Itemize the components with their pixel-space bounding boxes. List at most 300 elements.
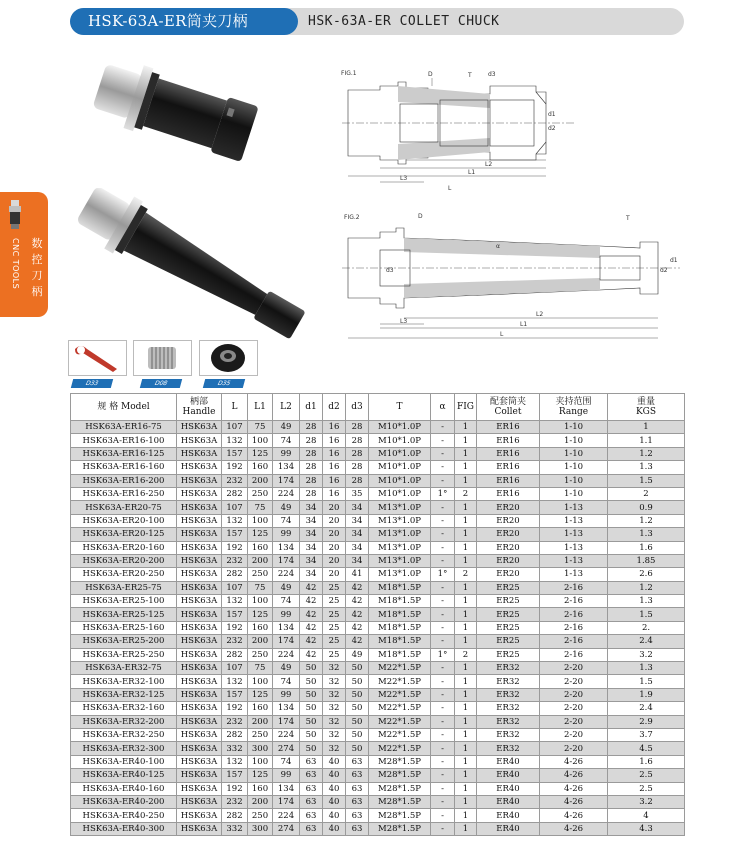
table-cell: HSK63A-ER40-160	[71, 782, 177, 795]
table-cell: HSK63A	[177, 621, 222, 634]
table-cell: -	[431, 782, 455, 795]
column-header-sublabel: Collet	[494, 407, 522, 417]
table-cell: -	[431, 528, 455, 541]
table-cell: HSK63A-ER20-75	[71, 501, 177, 514]
fig2-dim-L3: L3	[400, 318, 408, 325]
table-cell: 200	[248, 635, 273, 648]
table-cell: 300	[248, 822, 273, 835]
table-cell: 274	[273, 742, 300, 755]
table-cell: HSK63A	[177, 595, 222, 608]
table-cell: M18*1.5P	[369, 595, 431, 608]
table-row	[71, 822, 685, 835]
table-cell: 63	[300, 755, 323, 768]
table-cell: HSK63A	[177, 755, 222, 768]
table-cell: ER16	[477, 447, 540, 460]
table-cell: ER16	[477, 421, 540, 434]
table-cell: 63	[346, 809, 369, 822]
table-cell: HSK63A-ER32-125	[71, 688, 177, 701]
table-cell: 63	[346, 769, 369, 782]
table-cell: -	[431, 461, 455, 474]
table-cell: -	[431, 554, 455, 567]
table-cell: ER32	[477, 742, 540, 755]
table-cell: 2.4	[608, 702, 685, 715]
table-row	[71, 809, 685, 822]
table-cell: 50	[346, 702, 369, 715]
table-cell: 157	[222, 447, 248, 460]
table-cell: 28	[300, 487, 323, 500]
table-cell: 282	[222, 809, 248, 822]
table-cell: HSK63A	[177, 421, 222, 434]
table-cell: 42	[346, 608, 369, 621]
table-cell: 2-16	[540, 608, 608, 621]
table-cell: ER16	[477, 487, 540, 500]
table-cell: 1.3	[608, 528, 685, 541]
table-cell: 99	[273, 528, 300, 541]
table-row	[71, 688, 685, 701]
table-cell: M13*1.0P	[369, 554, 431, 567]
table-cell: HSK63A	[177, 514, 222, 527]
table-cell: 1	[455, 782, 477, 795]
table-row	[71, 715, 685, 728]
table-cell: 63	[300, 822, 323, 835]
table-cell: HSK63A-ER16-250	[71, 487, 177, 500]
table-cell: HSK63A-ER25-75	[71, 581, 177, 594]
table-cell: HSK63A-ER25-125	[71, 608, 177, 621]
column-header	[608, 394, 685, 421]
table-cell: 28	[300, 434, 323, 447]
table-cell: 41	[346, 568, 369, 581]
table-cell: -	[431, 702, 455, 715]
table-cell: HSK63A	[177, 822, 222, 835]
table-cell: 16	[323, 421, 346, 434]
product-photo-short	[84, 55, 269, 180]
table-cell: 35	[346, 487, 369, 500]
table-cell: 157	[222, 769, 248, 782]
table-cell: 1-13	[540, 514, 608, 527]
table-cell: M10*1.0P	[369, 487, 431, 500]
table-cell: 74	[273, 434, 300, 447]
table-cell: 224	[273, 809, 300, 822]
table-cell: 232	[222, 715, 248, 728]
table-cell: HSK63A	[177, 782, 222, 795]
column-header	[177, 394, 222, 421]
table-cell: HSK63A-ER25-160	[71, 621, 177, 634]
table-cell: HSK63A	[177, 742, 222, 755]
table-cell: 2-16	[540, 581, 608, 594]
table-cell: 28	[346, 434, 369, 447]
table-cell: HSK63A-ER20-100	[71, 514, 177, 527]
table-cell: 25	[323, 648, 346, 661]
table-cell: 250	[248, 728, 273, 741]
table-cell: 2	[455, 568, 477, 581]
table-cell: -	[431, 635, 455, 648]
tool-holder-icon	[6, 200, 24, 230]
fig2-dim-L: L	[500, 331, 504, 338]
table-cell: 0.9	[608, 501, 685, 514]
table-cell: 2.9	[608, 715, 685, 728]
table-cell: HSK63A	[177, 715, 222, 728]
table-cell: 32	[323, 662, 346, 675]
table-cell: ER25	[477, 581, 540, 594]
column-header	[369, 394, 431, 421]
table-row	[71, 742, 685, 755]
table-cell: HSK63A	[177, 528, 222, 541]
table-cell: M28*1.5P	[369, 755, 431, 768]
fig1-label: FIG.1	[341, 70, 357, 77]
table-cell: HSK63A	[177, 608, 222, 621]
table-cell: ER16	[477, 434, 540, 447]
table-cell: 160	[248, 782, 273, 795]
table-cell: 50	[346, 742, 369, 755]
table-cell: ER32	[477, 675, 540, 688]
table-cell: 1.5	[608, 474, 685, 487]
table-cell: 99	[273, 688, 300, 701]
table-cell: 34	[300, 501, 323, 514]
table-cell: HSK63A-ER16-75	[71, 421, 177, 434]
table-cell: -	[431, 755, 455, 768]
table-cell: 1	[455, 809, 477, 822]
table-cell: 74	[273, 595, 300, 608]
table-cell: HSK63A	[177, 487, 222, 500]
table-cell: 1.3	[608, 595, 685, 608]
table-row	[71, 421, 685, 434]
table-cell: 282	[222, 568, 248, 581]
table-cell: 34	[346, 528, 369, 541]
table-cell: 1.6	[608, 541, 685, 554]
table-cell: HSK63A-ER32-75	[71, 662, 177, 675]
fig1-drawing	[340, 68, 578, 198]
table-cell: 1-10	[540, 487, 608, 500]
table-cell: 40	[323, 755, 346, 768]
table-cell: 107	[222, 501, 248, 514]
table-cell: 200	[248, 715, 273, 728]
table-cell: 20	[323, 541, 346, 554]
table-cell: 28	[346, 421, 369, 434]
table-cell: 28	[346, 461, 369, 474]
table-cell: ER40	[477, 782, 540, 795]
table-cell: 174	[273, 635, 300, 648]
table-cell: HSK63A	[177, 635, 222, 648]
fig2-dim-D: D	[418, 213, 423, 220]
table-header-row	[71, 394, 685, 421]
column-header	[273, 394, 300, 421]
table-cell: 49	[346, 648, 369, 661]
table-cell: -	[431, 541, 455, 554]
table-cell: 50	[346, 688, 369, 701]
table-cell: 2.	[608, 621, 685, 634]
table-cell: M28*1.5P	[369, 782, 431, 795]
table-row	[71, 728, 685, 741]
table-cell: 107	[222, 581, 248, 594]
table-cell: 20	[323, 554, 346, 567]
column-header-label: α	[439, 402, 446, 412]
table-cell: 2	[455, 487, 477, 500]
table-cell: 4	[608, 809, 685, 822]
table-cell: 20	[323, 501, 346, 514]
table-row	[71, 528, 685, 541]
table-cell: 32	[323, 728, 346, 741]
table-cell: 49	[273, 662, 300, 675]
page-subtitle: HSK-63A-ER COLLET CHUCK	[308, 14, 500, 29]
table-cell: M22*1.5P	[369, 728, 431, 741]
table-cell: 174	[273, 554, 300, 567]
table-cell: 20	[323, 514, 346, 527]
table-cell: 2.6	[608, 568, 685, 581]
table-cell: 42	[300, 621, 323, 634]
table-cell: M22*1.5P	[369, 675, 431, 688]
table-cell: M22*1.5P	[369, 688, 431, 701]
table-cell: HSK63A-ER20-125	[71, 528, 177, 541]
table-cell: 99	[273, 447, 300, 460]
table-cell: HSK63A-ER32-160	[71, 702, 177, 715]
table-cell: 25	[323, 608, 346, 621]
table-cell: 34	[346, 514, 369, 527]
table-row	[71, 581, 685, 594]
side-tab-cn-text: 数 控 刀 柄	[31, 237, 43, 298]
table-cell: ER20	[477, 501, 540, 514]
fig1-dim-d1: d1	[548, 111, 556, 118]
table-cell: HSK63A-ER40-300	[71, 822, 177, 835]
table-cell: HSK63A-ER16-100	[71, 434, 177, 447]
table-cell: 1	[455, 541, 477, 554]
table-cell: 4-26	[540, 822, 608, 835]
table-cell: 34	[300, 568, 323, 581]
fig1-dim-L2: L2	[485, 161, 493, 168]
wrench-icon	[69, 341, 126, 375]
table-cell: HSK63A	[177, 554, 222, 567]
table-row	[71, 662, 685, 675]
table-cell: 232	[222, 554, 248, 567]
table-cell: 25	[323, 595, 346, 608]
table-cell: 1-13	[540, 568, 608, 581]
table-cell: 4-26	[540, 769, 608, 782]
table-cell: M13*1.0P	[369, 501, 431, 514]
table-cell: HSK63A	[177, 809, 222, 822]
table-cell: 1-10	[540, 434, 608, 447]
table-row	[71, 621, 685, 634]
table-cell: 200	[248, 474, 273, 487]
table-cell: 134	[273, 621, 300, 634]
column-header-sublabel: KGS	[635, 407, 657, 417]
table-cell: M28*1.5P	[369, 809, 431, 822]
table-cell: 250	[248, 648, 273, 661]
table-cell: 125	[248, 688, 273, 701]
table-cell: 50	[300, 675, 323, 688]
table-row	[71, 675, 685, 688]
table-cell: 42	[300, 648, 323, 661]
accessory-collet	[133, 340, 192, 376]
table-cell: 28	[300, 447, 323, 460]
table-cell: -	[431, 514, 455, 527]
table-row	[71, 635, 685, 648]
table-cell: 63	[346, 755, 369, 768]
table-cell: -	[431, 595, 455, 608]
table-cell: M28*1.5P	[369, 822, 431, 835]
table-row	[71, 568, 685, 581]
table-cell: 1	[455, 769, 477, 782]
table-cell: -	[431, 769, 455, 782]
table-cell: 2-20	[540, 742, 608, 755]
table-cell: M10*1.0P	[369, 434, 431, 447]
table-cell: 3.7	[608, 728, 685, 741]
table-row	[71, 795, 685, 808]
table-cell: HSK63A	[177, 702, 222, 715]
fig1-dim-L1: L1	[468, 169, 476, 176]
table-cell: 99	[273, 769, 300, 782]
table-cell: 4-26	[540, 809, 608, 822]
fig2-drawing	[340, 210, 685, 350]
table-cell: 1	[455, 795, 477, 808]
table-cell: 282	[222, 487, 248, 500]
table-cell: 75	[248, 421, 273, 434]
table-cell: HSK63A	[177, 461, 222, 474]
table-cell: 250	[248, 568, 273, 581]
table-cell: 63	[346, 822, 369, 835]
table-cell: 49	[273, 421, 300, 434]
table-cell: 25	[323, 635, 346, 648]
column-header-label: T	[396, 402, 403, 412]
side-category-tab	[0, 192, 48, 317]
table-cell: 40	[323, 795, 346, 808]
table-cell: M13*1.0P	[369, 514, 431, 527]
fig1-dim-L3: L3	[400, 175, 408, 182]
table-cell: 16	[323, 461, 346, 474]
table-cell: 49	[273, 501, 300, 514]
table-cell: HSK63A	[177, 795, 222, 808]
table-cell: HSK63A-ER40-125	[71, 769, 177, 782]
table-cell: HSK63A-ER32-250	[71, 728, 177, 741]
table-cell: 4-26	[540, 795, 608, 808]
table-cell: 157	[222, 528, 248, 541]
table-cell: M10*1.0P	[369, 474, 431, 487]
table-cell: M10*1.0P	[369, 447, 431, 460]
table-cell: 174	[273, 715, 300, 728]
column-header	[540, 394, 608, 421]
table-cell: 16	[323, 474, 346, 487]
table-cell: HSK63A-ER20-250	[71, 568, 177, 581]
table-cell: 42	[300, 595, 323, 608]
table-cell: 4-26	[540, 782, 608, 795]
table-row	[71, 595, 685, 608]
table-cell: HSK63A	[177, 648, 222, 661]
column-header	[222, 394, 248, 421]
table-cell: HSK63A	[177, 675, 222, 688]
table-cell: -	[431, 621, 455, 634]
column-header	[323, 394, 346, 421]
product-photo-long	[70, 188, 335, 358]
table-cell: 1.1	[608, 434, 685, 447]
table-cell: 1.3	[608, 461, 685, 474]
column-header-label: 夹持范围	[555, 397, 592, 407]
fig2-dim-L1: L1	[520, 321, 528, 328]
table-cell: 1.5	[608, 675, 685, 688]
fig2-dim-d2: d2	[660, 267, 668, 274]
table-cell: -	[431, 421, 455, 434]
column-header-label: 重量	[636, 397, 655, 407]
column-header-label: 规 格 Model	[97, 402, 150, 412]
table-cell: HSK63A-ER16-160	[71, 461, 177, 474]
table-cell: -	[431, 447, 455, 460]
table-cell: 1	[455, 554, 477, 567]
table-cell: ER40	[477, 795, 540, 808]
table-cell: -	[431, 581, 455, 594]
table-cell: 75	[248, 501, 273, 514]
spec-table	[70, 393, 685, 836]
table-cell: 1	[455, 447, 477, 460]
fig1-dim-d3: d3	[488, 71, 496, 78]
table-cell: HSK63A	[177, 568, 222, 581]
table-cell: 99	[273, 608, 300, 621]
table-cell: 42	[300, 581, 323, 594]
table-cell: 1-13	[540, 554, 608, 567]
table-cell: 107	[222, 421, 248, 434]
table-cell: 1.6	[608, 755, 685, 768]
table-cell: ER20	[477, 528, 540, 541]
table-cell: 50	[346, 715, 369, 728]
page-title: HSK-63A-ER筒夹刀柄	[70, 8, 298, 35]
table-cell: M18*1.5P	[369, 581, 431, 594]
table-cell: 1.85	[608, 554, 685, 567]
table-cell: 1-10	[540, 421, 608, 434]
table-cell: 157	[222, 608, 248, 621]
table-cell: ER25	[477, 648, 540, 661]
table-cell: 34	[300, 554, 323, 567]
table-row	[71, 461, 685, 474]
table-cell: 50	[346, 662, 369, 675]
table-cell: 332	[222, 822, 248, 835]
table-cell: M18*1.5P	[369, 648, 431, 661]
table-cell: -	[431, 795, 455, 808]
table-row	[71, 514, 685, 527]
fig2-dim-alpha: α	[496, 243, 500, 250]
table-cell: ER32	[477, 662, 540, 675]
table-cell: -	[431, 688, 455, 701]
table-cell: -	[431, 474, 455, 487]
table-cell: 28	[300, 474, 323, 487]
table-row	[71, 447, 685, 460]
table-cell: HSK63A-ER32-300	[71, 742, 177, 755]
table-row	[71, 782, 685, 795]
table-cell: 1	[455, 621, 477, 634]
table-cell: 34	[346, 541, 369, 554]
nut-icon	[200, 341, 257, 375]
table-cell: HSK63A	[177, 447, 222, 460]
column-header-sublabel: Range	[558, 407, 589, 417]
table-cell: 32	[323, 742, 346, 755]
table-cell: 2.4	[608, 635, 685, 648]
table-cell: 192	[222, 782, 248, 795]
table-cell: 20	[323, 528, 346, 541]
table-cell: 28	[346, 474, 369, 487]
table-cell: 132	[222, 434, 248, 447]
table-cell: ER25	[477, 595, 540, 608]
table-cell: 2.5	[608, 769, 685, 782]
table-cell: 25	[323, 621, 346, 634]
table-cell: 134	[273, 782, 300, 795]
table-cell: 74	[273, 755, 300, 768]
table-cell: 1	[455, 662, 477, 675]
table-cell: 2-20	[540, 715, 608, 728]
table-row	[71, 501, 685, 514]
table-cell: 34	[346, 554, 369, 567]
table-cell: 34	[300, 514, 323, 527]
table-cell: 40	[323, 782, 346, 795]
table-cell: 1	[455, 635, 477, 648]
table-cell: 1	[455, 715, 477, 728]
table-cell: 1	[455, 528, 477, 541]
table-cell: ER32	[477, 688, 540, 701]
fig2-dim-d1: d1	[670, 257, 678, 264]
